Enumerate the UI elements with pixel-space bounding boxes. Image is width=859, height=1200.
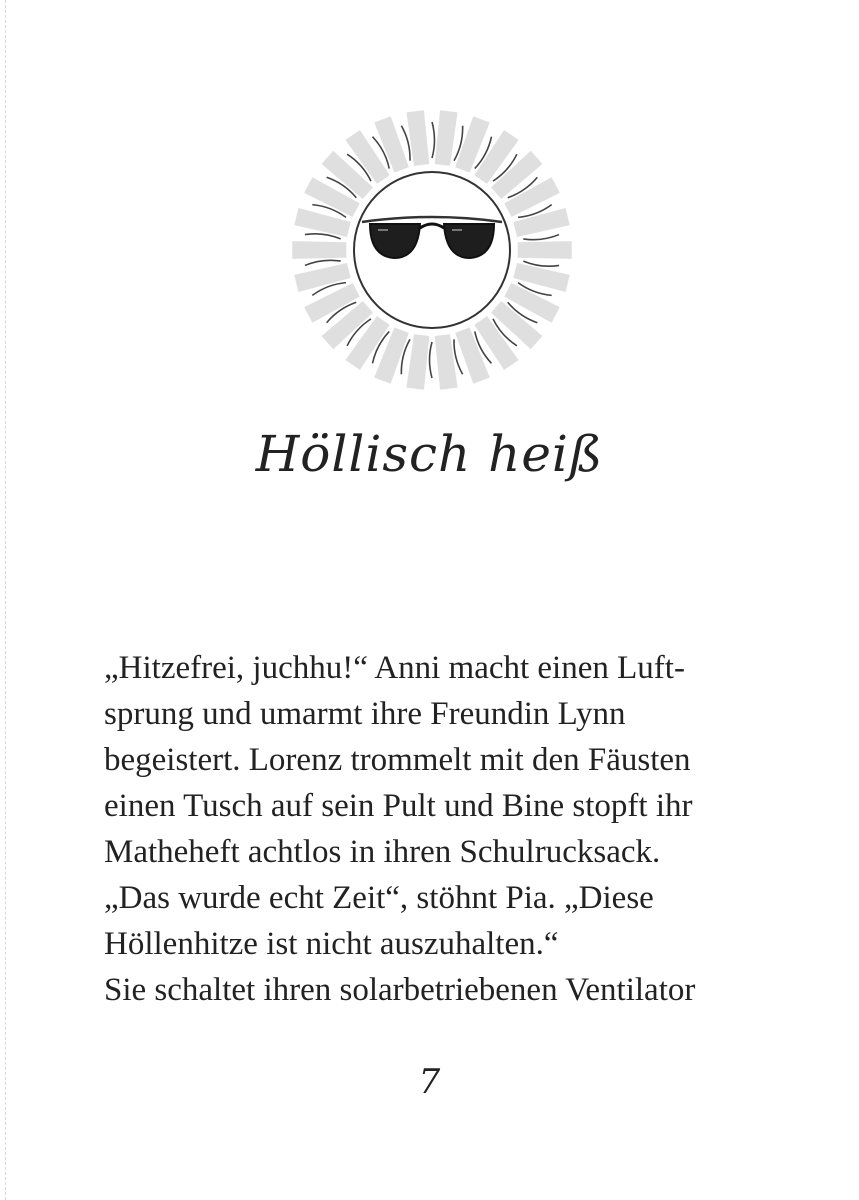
sun-ray (406, 334, 429, 390)
body-line: Sie schaltet ihren solarbetriebenen Ventilator (104, 972, 696, 1008)
page-edge (0, 0, 6, 1200)
sun-ray-line (432, 122, 435, 158)
body-line: „Hitzefrei, juchhu!“ Anni macht einen Luft- (104, 650, 685, 686)
body-line: Matheheft achtlos in ihren Schulrucksack. (104, 834, 661, 870)
sun-ray (513, 208, 569, 237)
sun-ray (294, 263, 350, 292)
body-line: einen Tusch auf sein Pult und Bine stopft ihr (104, 788, 693, 824)
body-line: Höllenhitze ist nicht auszuhalten.“ (104, 926, 559, 962)
sun-ray-line (305, 260, 341, 265)
body-line: „Das wurde echt Zeit“, stöhnt Pia. „Diese (104, 880, 654, 916)
body-paragraph (104, 645, 744, 1013)
sun-with-sunglasses-icon (262, 100, 602, 400)
page-number: 7 (418, 1062, 441, 1102)
sun-ray (518, 241, 572, 259)
chapter-title: Höllisch heiß (255, 425, 604, 483)
sun-ray (513, 263, 569, 292)
sun-ray (435, 110, 458, 166)
sun-ray-line (523, 235, 559, 240)
sun-ray (292, 241, 346, 259)
body-line: sprung und umarmt ihre Freundin Lynn (104, 696, 626, 732)
sun-ray (294, 208, 350, 237)
sun-ray-line (430, 342, 433, 378)
sun-ray-line (305, 234, 341, 239)
body-line: begeistert. Lorenz trommelt mit den Fäusten (104, 742, 691, 778)
sun-ray-line (523, 261, 559, 266)
